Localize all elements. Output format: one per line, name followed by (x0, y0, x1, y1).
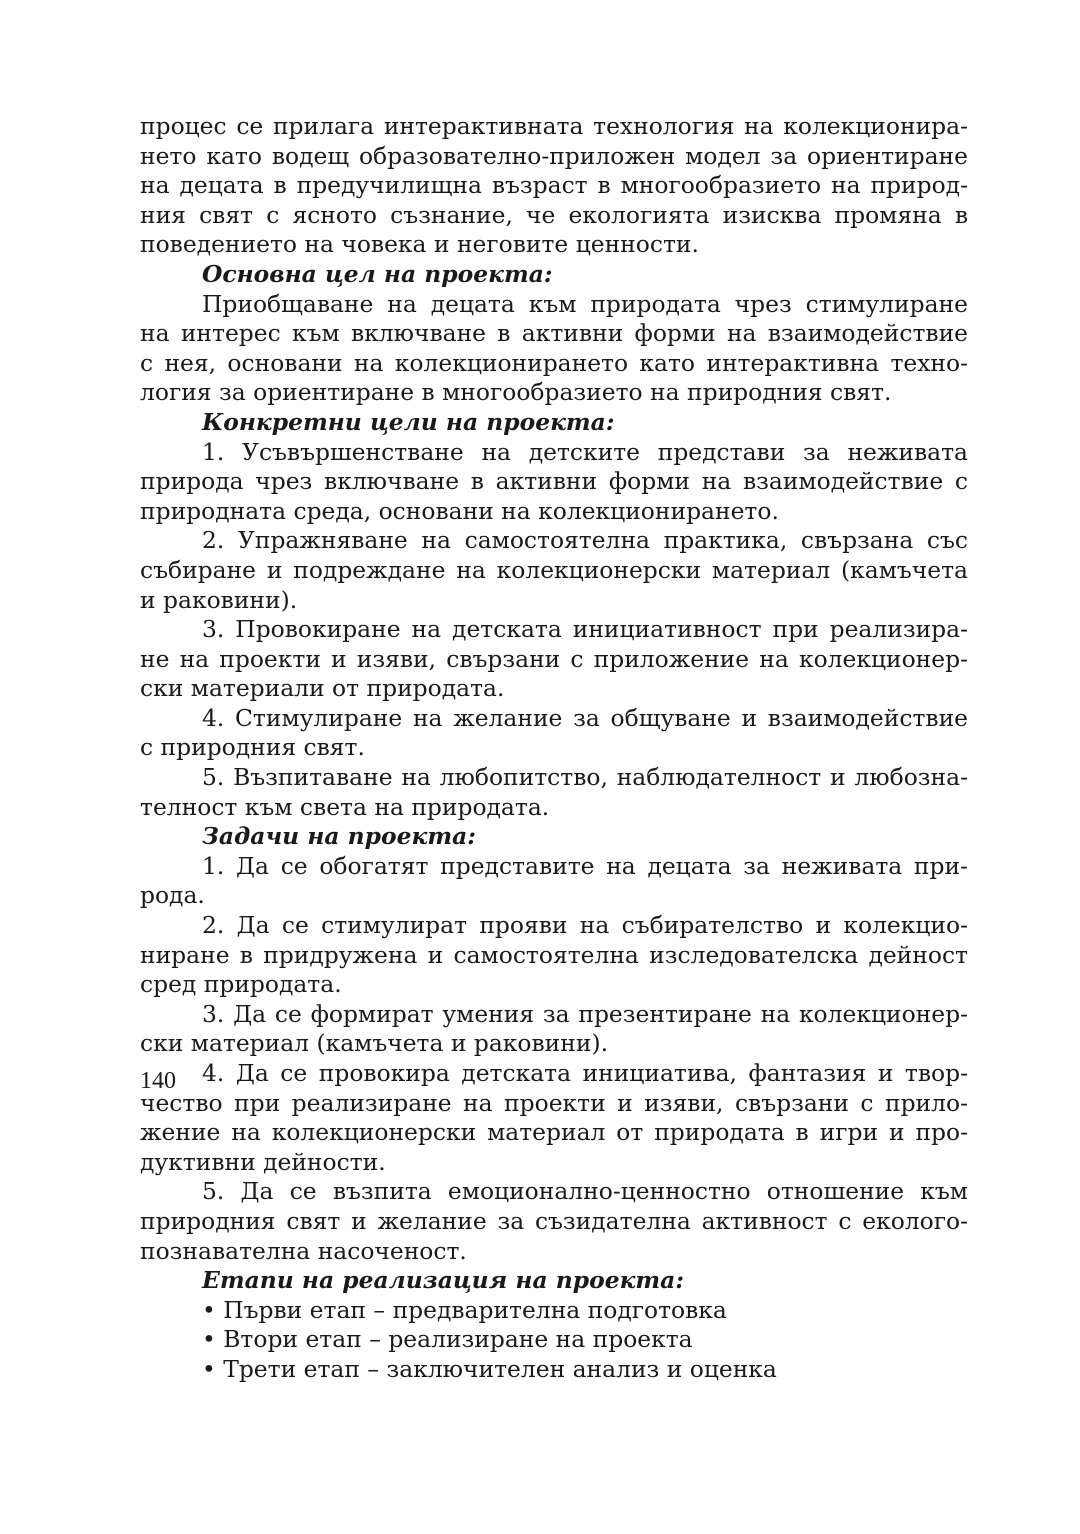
paragraph-intro (140, 112, 968, 260)
text-line: ски материали от природата. (140, 674, 505, 703)
text-line: на интерес към включване в активни форми на взаимодействие (140, 319, 968, 348)
text-line: сред природата. (140, 970, 342, 999)
text-line: познавателна насоченост. (140, 1236, 467, 1265)
specific-goals-list (140, 438, 968, 823)
text-line: 2. Да се стимулират прояви на събирателство и колекцио- (202, 911, 968, 940)
heading-stages: Етапи на реализация на проекта: (202, 1266, 684, 1295)
paragraph-main-goal (140, 290, 968, 408)
text-line: процес се прилага интерактивната технология на колекционира- (140, 112, 968, 140)
text-line: рода. (140, 881, 205, 910)
text-line: не на проекти и изяви, свързани с приложение на колекционер- (140, 644, 968, 673)
text-line: дуктивни дейности. (140, 1147, 386, 1176)
list-item (140, 911, 968, 1000)
text-line: 1. Усъвършенстване на детските представи за неживата (202, 437, 968, 466)
text-line: 2. Упражняване на самостоятелна практика, свързана със (202, 526, 968, 555)
text-line: чество при реализиране на проекти и изяви, свързани с прило- (140, 1088, 968, 1117)
list-item (140, 615, 968, 704)
text-line: телност към света на природата. (140, 792, 550, 821)
list-item (140, 704, 968, 763)
text-line: 4. Да се провокира детската инициатива, фантазия и твор- (202, 1059, 968, 1087)
stages-list (140, 1296, 968, 1385)
text-line: 4. Стимулиране на желание за общуване и взаимодействие (202, 703, 968, 732)
text-line: 3. Провокиране на детската инициативност при реализира- (202, 615, 968, 644)
text-line: природната среда, основани на колекционирането. (140, 496, 779, 525)
list-item (140, 1059, 968, 1177)
list-item (140, 1177, 968, 1266)
list-item (140, 438, 968, 527)
text-line: 3. Да се формират умения за презентиране на колекционер- (202, 999, 968, 1028)
bullet-item: • Трети етап – заключителен анализ и оценка (202, 1354, 777, 1383)
text-line: поведението на човека и неговите ценности. (140, 230, 699, 259)
text-line: на децата в предучилищна възраст в многообразието на природ- (140, 171, 968, 200)
text-line: природа чрез включване в активни форми на взаимодействие с (140, 467, 968, 496)
text-line: 5. Да се възпита емоционално-ценностно отношение към (202, 1177, 968, 1206)
heading-specific-goals: Конкретни цели на проекта: (202, 407, 615, 436)
document-page (140, 112, 968, 1385)
text-line: природния свят и желание за съзидателна активност с еколого- (140, 1206, 968, 1235)
text-line: Приобщаване на децата към природата чрез стимулиране (202, 289, 968, 318)
bullet-item: • Първи етап – предварителна подготовка (202, 1295, 727, 1324)
text-line: нето като водещ образователно-приложен модел за ориентиране (140, 141, 968, 170)
text-line: и раковини). (140, 585, 298, 614)
text-line: жение на колекционерски материал от природата в игри и про- (140, 1118, 968, 1147)
heading-main-goal: Основна цел на проекта: (202, 259, 553, 288)
text-line: логия за ориентиране в многообразието на природния свят. (140, 378, 892, 407)
text-line: с природния свят. (140, 733, 365, 762)
list-item (140, 1000, 968, 1059)
page-number: 140 (140, 1068, 176, 1094)
heading-tasks: Задачи на проекта: (202, 822, 476, 851)
list-item (140, 852, 968, 911)
text-line: 1. Да се обогатят представите на децата за неживата при- (202, 851, 968, 880)
text-line: ски материал (камъчета и раковини). (140, 1029, 609, 1058)
text-line: с нея, основани на колекционирането като интерактивна техно- (140, 348, 968, 377)
tasks-list (140, 852, 968, 1266)
list-item (140, 526, 968, 615)
text-line: 5. Възпитаване на любопитство, наблюдателност и любозна- (202, 763, 968, 792)
list-item (140, 763, 968, 822)
text-line: ния свят с ясното съзнание, че екологията изисква промяна в (140, 200, 968, 229)
text-line: ниране в придружена и самостоятелна изследователска дейност (140, 940, 968, 969)
text-line: събиране и подреждане на колекционерски материал (камъчета (140, 555, 968, 584)
bullet-item: • Втори етап – реализиране на проекта (202, 1325, 693, 1354)
